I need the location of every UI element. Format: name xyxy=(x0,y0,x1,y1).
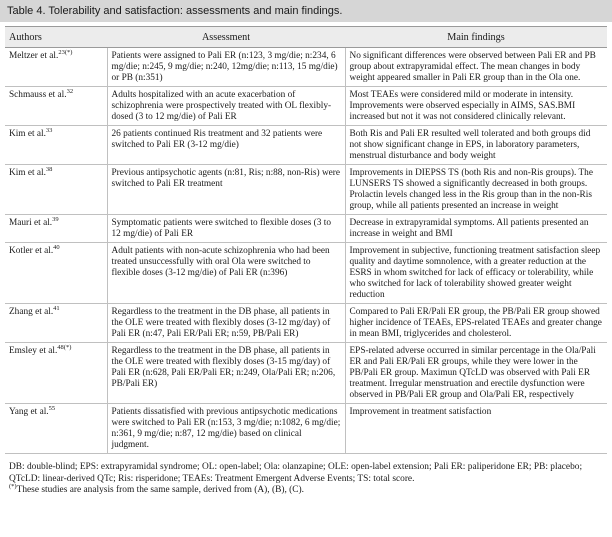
author-name: Emsley et al. xyxy=(9,346,58,356)
author-name: Meltzer et al. xyxy=(9,51,59,61)
footnote-abbreviations: DB: double-blind; EPS: extrapyramidal syndrome; OL: open-label; Ola: olanzapine; OLE: open-label extension; Pali ER: paliperidone ER; PB: placebo; QTcLD: linear-derived QTc; Ris: risperidone; TEAEs: Treatment Emergent Adverse Events; TS: total score. xyxy=(9,462,583,484)
author-cell xyxy=(5,165,107,215)
table-row xyxy=(5,404,607,454)
assessment-cell: Adult patients with non-acute schizophrenia who had been treated unsuccessfully with oral Ola were switched to flexible doses (3-12 mg/die) of Pali ER (n:396) xyxy=(107,243,345,304)
header-row xyxy=(5,27,607,48)
assessment-cell: Patients were assigned to Pali ER (n:123, 3 mg/die; n:234, 6 mg/die; n:245, 9 mg/die; n:240, 12mg/die; n:113, 15 mg/die) or PB (n:351) xyxy=(107,48,345,87)
author-cell xyxy=(5,126,107,165)
author-name: Yang et al. xyxy=(9,407,49,417)
author-cell xyxy=(5,48,107,87)
findings-cell: EPS-related adverse occurred in similar percentage in the Ola/Pali ER and Pali ER/Pali ER groups, while they were lower in the PB/Pali ER group. Maximun QTcLD was observed with Pali ER treatment. Irregular menstruation and erectile dysfunction were observed in PB/Pali ER group and Ola/Pali ER, respectively xyxy=(345,343,607,404)
table-row xyxy=(5,87,607,126)
table-row xyxy=(5,343,607,404)
footnote-star-text: These studies are analysis from the same sample, derived from (A), (B), (C). xyxy=(16,485,305,495)
author-cell xyxy=(5,343,107,404)
author-cell xyxy=(5,243,107,304)
findings-cell: Improvements in DIEPSS TS (both Ris and non-Ris groups). The LUNSERS TS showed a significantly decreased in both groups. Prolactin levels changed less in the Ris group than in the non-Ris group, while all patients presented an increase in weight xyxy=(345,165,607,215)
author-name: Zhang et al. xyxy=(9,307,54,317)
table-row xyxy=(5,243,607,304)
header-assessment: Assessment xyxy=(107,27,345,48)
reference-number: 39 xyxy=(52,215,59,223)
findings-table xyxy=(5,26,607,454)
reference-number: 33 xyxy=(45,126,53,134)
findings-cell: Most TEAEs were considered mild or moderate in intensity. Improvements were observed especially in AIMS, SAS.BMI increased but not it was not considered clinically relevant. xyxy=(345,87,607,126)
assessment-cell: Patients dissatisfied with previous antipsychotic medications were switched to Pali ER (n:153, 3 mg/die; n:1082, 6 mg/die; n:361, 9 mg/die; n:87, 12 mg/die) based on clinical judgment. xyxy=(107,404,345,454)
reference-number: 23(*) xyxy=(58,48,73,56)
reference-number: 55 xyxy=(48,404,56,412)
assessment-cell: 26 patients continued Ris treatment and 32 patients were switched to Pali ER (3-12 mg/die) xyxy=(107,126,345,165)
table-row xyxy=(5,126,607,165)
table-row xyxy=(5,48,607,87)
author-cell xyxy=(5,87,107,126)
footnote-same-sample xyxy=(9,482,605,497)
footnote-star-mark: (*) xyxy=(9,482,17,490)
author-cell xyxy=(5,404,107,454)
table-row xyxy=(5,304,607,343)
assessment-cell: Regardless to the treatment in the DB phase, all patients in the OLE were treated with flexibly doses (3-12 mg/day) of Pali ER (n:47, Pali ER/Pali ER; n:59, PB/Pali ER) xyxy=(107,304,345,343)
table-footnotes xyxy=(9,462,605,497)
reference-number: 40 xyxy=(53,243,60,251)
author-cell xyxy=(5,215,107,243)
findings-cell: Improvement in treatment satisfaction xyxy=(345,404,607,454)
reference-number: 48(*) xyxy=(57,343,72,351)
author-name: Kim et al. xyxy=(9,129,46,139)
assessment-cell: Adults hospitalized with an acute exacerbation of schizophrenia were prospectively treated with OL flexibly-dosed (3 to 12 mg/die) of Pali ER xyxy=(107,87,345,126)
findings-cell: Both Ris and Pali ER resulted well tolerated and both groups did not show significant change in EPS, in laboratory parameters, menstrual disturbance and body weight xyxy=(345,126,607,165)
table-title: Table 4. Tolerability and satisfaction: assessments and main findings. xyxy=(0,0,612,22)
table-row xyxy=(5,215,607,243)
findings-cell: Compared to Pali ER/Pali ER group, the PB/Pali ER group showed higher incidence of TEAEs, EPS-related TEAEs and greater change in mean BMI, triglycerides and cholesterol. xyxy=(345,304,607,343)
author-name: Kotler et al. xyxy=(9,246,54,256)
header-findings: Main findings xyxy=(345,27,607,48)
findings-cell: Decrease in extrapyramidal symptoms. All patients presented an increase in weight and BMI xyxy=(345,215,607,243)
author-name: Mauri et al. xyxy=(9,218,53,228)
reference-number: 32 xyxy=(66,87,74,95)
author-name: Schmauss et al. xyxy=(9,90,67,100)
author-cell xyxy=(5,304,107,343)
findings-cell: No significant differences were observed between Pali ER and PB group about extrapyramidal effect. The mean changes in body weight appeared smaller in Pali ER group than in the Ola one. xyxy=(345,48,607,87)
reference-number: 41 xyxy=(53,304,60,312)
reference-number: 38 xyxy=(45,165,53,173)
author-name: Kim et al. xyxy=(9,168,46,178)
header-authors: Authors xyxy=(5,27,107,48)
assessment-cell: Previous antipsychotic agents (n:81, Ris; n:88, non-Ris) were switched to Pali ER treatment xyxy=(107,165,345,215)
table-row xyxy=(5,165,607,215)
assessment-cell: Regardless to the treatment in the DB phase, all patients in the OLE were treated with flexibly doses (3-15 mg/day) of Pali ER (n:628, Pali ER/Pali ER; n:249, Ola/Pali ER; n:206, PB/Pali ER) xyxy=(107,343,345,404)
assessment-cell: Symptomatic patients were switched to flexible doses (3 to 12 mg/die) of Pali ER xyxy=(107,215,345,243)
findings-cell: Improvement in subjective, functioning treatment satisfaction sleep quality and daytime somnolence, with a greater reduction at the ESRS in whom switched for lack of efficacy or tolerability, while who switched for lack of tolerability showed greater weight reduction xyxy=(345,243,607,304)
